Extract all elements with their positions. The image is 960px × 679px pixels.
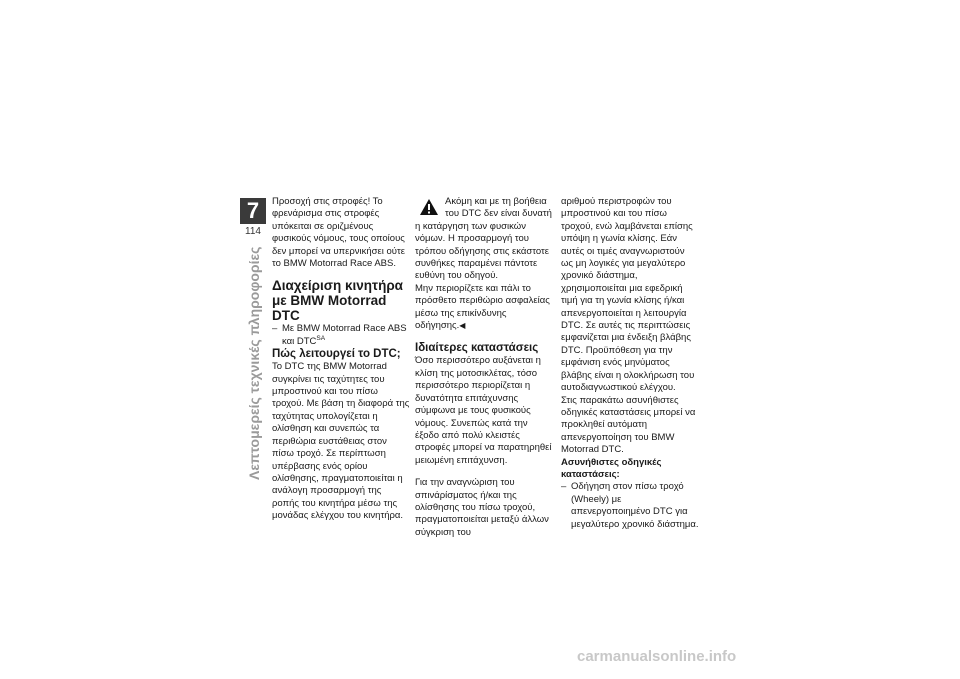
list-item bbox=[272, 323, 410, 348]
sa-superscript: SA bbox=[316, 334, 326, 342]
subheading-unusual-situations: Ασυνήθιστες οδηγικές καταστάσεις: bbox=[561, 456, 662, 480]
warning-triangle-icon bbox=[419, 198, 439, 216]
list-item bbox=[561, 481, 699, 531]
chapter-side-title: Λεπτομερείς τεχνικές πληροφορίες bbox=[246, 246, 262, 480]
chapter-number: 7 bbox=[240, 198, 266, 224]
section-heading-dtc: Διαχείριση κινητήρα με BMW Motorrad DTC bbox=[272, 278, 403, 324]
end-mark-icon: ◀ bbox=[459, 321, 466, 331]
section-heading-special-situations: Ιδιαίτερες καταστάσεις bbox=[415, 342, 539, 355]
list-item-text: Οδήγηση στον πίσω τροχό (Wheely) με απενεργοποιημένο DTC για μεγαλύτερο χρονικό διάστημα. bbox=[571, 481, 699, 530]
list-dash: – bbox=[272, 323, 278, 335]
body-paragraph: Για την αναγνώριση του σπινάρίσματος ή/και της ολίσθησης του πίσω τροχού, πραγματοποιείται μεταξύ άλλων σύγκριση του bbox=[415, 477, 549, 538]
intro-paragraph: Προσοχή στις στροφές! Το φρενάρισμα στις στροφές υπόκειται σε οριζμένους φυσικούς νόμους, τους οποίους δεν μπορεί να υπερνικήσει ούτε το BMW Motorrad Race ABS. bbox=[272, 196, 405, 270]
subheading-how-dtc-works: Πώς λειτουργεί το DTC; bbox=[272, 348, 401, 361]
column-3 bbox=[561, 196, 699, 531]
body-paragraph: Το DTC της BMW Motorrad συγκρίνει τις ταχύτητες του μπροστινού και του πίσω τροχού. Με βάση τη διαφορά της ταχύτητας υπολογίζεται η ολίσθηση και συνεπώς τα περιθώρια ευστάθειας στον πίσω τροχό. Σε περίπτωση υπέρβασης ενός ορίου ολίσθησης, πραγματοποιείται η ανάλογη προσαρμογή της ροπής του κινητήρα μέσω της μονάδας ελέγχου του κινητήρα. bbox=[272, 361, 410, 522]
warning-paragraph: Ακόμη και με τη βοήθεια του DTC δεν είναι δυνατή η κατάργηση των φυσικών νόμων. Η προσαρμογή του τρόπου οδήγησης στις εκάστοτε συνθήκες παραμένει πάντοτε ευθύνη του οδηγού. bbox=[415, 196, 552, 282]
column-2 bbox=[415, 196, 553, 539]
warning-paragraph-2: Μην περιορίζετε και πάλι το πρόσθετο περιθώριο ασφαλείας μέσω της επικίνδυνης οδήγησης.◀ bbox=[415, 282, 550, 332]
column-1 bbox=[272, 196, 410, 523]
body-paragraph: Στις παρακάτω ασυνήθιστες οδηγικές καταστάσεις μπορεί να προκληθεί αυτόματη απενεργοποίηση του BMW Motorrad DTC. bbox=[561, 394, 696, 456]
list-item-text: Με BMW Motorrad Race ABS και $DTC^{SA}$ bbox=[282, 323, 407, 347]
page-number: 114 bbox=[245, 226, 261, 237]
watermark-footer: carmanualsonline.info bbox=[577, 648, 737, 665]
body-paragraph: αριθμού περιστροφών του μπροστινού και του πίσω τροχού, ενώ λαμβάνεται επίσης υπόψη η γωνία κλίσης. Εάν αυτές οι τιμές αναγνωριστούν ως μη λογικές για μεγαλύτερο χρονικό διάστημα, χρησιμοποιείται μια εφεδρική τιμή για τη γωνία κλίσης ή/και απενεργοποιείται η λειτουργία DTC. Σε αυτές τις περιπτώσεις εμφανίζεται μια ένδειξη βλάβης DTC. Προϋπόθεση για την εμφάνιση ενός μηνύματος βλάβης είναι η ολοκλήρωση του αυτοδιαγνωστικού ελέγχου. bbox=[561, 196, 695, 394]
body-paragraph: Όσο περισσότερο αυξάνεται η κλίση της μοτοσικλέτας, τόσο περισσότερο περιορίζεται η δυνατότητα επιτάχυνσης σύμφωνα με τους φυσικούς νόμους. Συνεπώς κατά την έξοδο από πολύ κλειστές στροφές μπορεί να παρατηρηθεί μειωμένη επιτάχυνση. bbox=[415, 355, 552, 466]
list-dash: – bbox=[561, 481, 567, 493]
